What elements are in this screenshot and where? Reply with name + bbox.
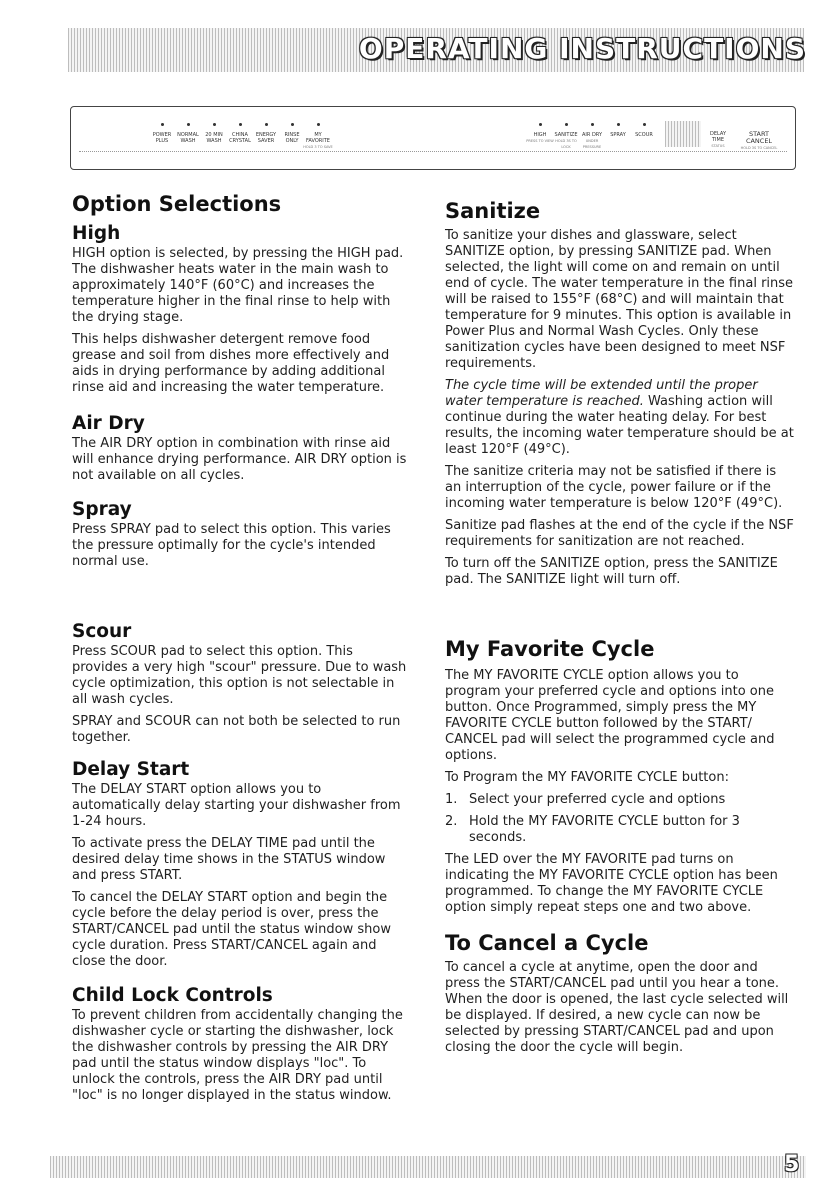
pad-label: DELAY [710, 131, 726, 137]
paragraph-text: Washing action will continue during the water heating delay. For best results, the incoming water temperature should be at least 120°F (49°C). [445, 394, 794, 457]
panel-divider [79, 151, 787, 152]
paragraph: Sanitize pad flashes at the end of the cycle if the NSF requirements for sanitization are not reached. [445, 518, 794, 549]
led-indicator [317, 123, 320, 126]
led-indicator [291, 123, 294, 126]
list-item [445, 814, 795, 846]
pad-label: HIGH [533, 132, 547, 138]
paragraph: The LED over the MY FAVORITE pad turns on indicating the MY FAVORITE CYCLE option has been programmed. To change the MY FAVORITE CYCLE option simply repeat steps one and two above. [445, 852, 778, 915]
section-heading: Air Dry [72, 413, 145, 434]
pad-label: SANITIZE [554, 132, 578, 138]
led-indicator [213, 123, 216, 126]
paragraph: This helps dishwasher detergent remove food grease and soil from dishes more effectively and aids in drying performance by adding additional rinse aid and increasing the water temperature. [72, 332, 390, 395]
led-indicator [187, 123, 190, 126]
pad-sublabel: HOLD 3 TO SAVE [303, 145, 333, 149]
pad-label: WASH [206, 138, 222, 144]
pad-sublabel: HOLD 3S TO CANCEL [740, 146, 778, 150]
led-indicator [239, 123, 242, 126]
paragraph: To Program the MY FAVORITE CYCLE button: [445, 770, 729, 785]
led-indicator [643, 123, 646, 126]
paragraph: The DELAY START option allows you to automatically delay starting your dishwasher from 1-24 hours. [72, 782, 401, 829]
pad-start-cancel [739, 131, 779, 152]
page-title: OPERATING INSTRUCTIONS [358, 32, 806, 65]
led-indicator [591, 123, 594, 126]
pad-label: ONLY [285, 138, 299, 144]
paragraph: SPRAY and SCOUR can not both be selected to run together. [72, 714, 401, 745]
left-column-upper [72, 191, 410, 576]
paragraph: To activate press the DELAY TIME pad until the desired delay time shows in the STATUS window and press START. [72, 836, 386, 883]
right-column-upper [445, 198, 795, 594]
paragraph: To cancel the DELAY START option and begin the cycle before the delay period is over, press the START/CANCEL pad until the status window show cycle duration. Press START/CANCEL again and close the door. [72, 890, 391, 969]
pad-label: TIME [711, 137, 724, 143]
pad-label: PLUS [155, 138, 169, 144]
pad-scour [629, 123, 659, 138]
pad-label: NORMAL [177, 132, 199, 138]
footer-band [50, 1156, 806, 1178]
section-heading: Option Selections [72, 192, 282, 216]
led-indicator [565, 123, 568, 126]
pad-label: AIR DRY [581, 132, 603, 138]
paragraph: To cancel a cycle at anytime, open the door and press the START/CANCEL pad until you hear a tone. When the door is opened, the last cycle selected will be displayed. If desired, a new cycle can now be selected by pressing START/CANCEL pad and upon closing the door the cycle will begin. [445, 960, 789, 1055]
paragraph: To sanitize your dishes and glassware, select SANITIZE option, by pressing SANITIZE pad. When selected, the light will come on and remain on until end of cycle. The water temperature in the final rinse will be raised to 155°F (68°C) and will maintain that temperature for 9 minutes. This option is available in Power Plus and Normal Wash Cycles. Only these sanitization cycles have been designed to meet NSF requirements. [445, 228, 794, 371]
pad-label: CHINA [232, 132, 248, 138]
pad-sublabel: UNDER PRESSURE [582, 139, 602, 149]
left-column-lower [72, 620, 410, 1110]
list-text: Select your preferred cycle and options [469, 792, 726, 807]
control-panel-illustration [70, 106, 796, 170]
section-heading: Spray [72, 499, 132, 520]
status-window [665, 121, 701, 147]
pad-label: START [748, 130, 770, 138]
list-text: Hold the MY FAVORITE CYCLE button for 3 seconds. [469, 814, 740, 845]
section-heading: Sanitize [445, 199, 541, 223]
pad-label: CRYSTAL [229, 138, 251, 144]
paragraph: The MY FAVORITE CYCLE option allows you to program your preferred cycle and options into one button. Once Programmed, simply press the MY FAVORITE CYCLE button followed by the START/ CANCEL pad will select the programmed cycle and options. [445, 668, 775, 763]
led-indicator [617, 123, 620, 126]
pad-label: MY [314, 132, 322, 138]
right-column-lower [445, 636, 795, 1062]
list-number: 2. [445, 814, 458, 829]
pad-label: SAVER [257, 138, 275, 144]
pad-sublabel: PRESS TO VIEW [526, 139, 554, 143]
section-heading: Scour [72, 621, 132, 642]
section-heading: To Cancel a Cycle [445, 931, 649, 955]
list-item [445, 792, 795, 808]
pad-label: WASH [180, 138, 196, 144]
paragraph: The AIR DRY option in combination with rinse aid will enhance drying performance. AIR DRY option is not available on all cycles. [72, 436, 407, 483]
pad-label: FAVORITE [306, 138, 330, 144]
paragraph: HIGH option is selected, by pressing the HIGH pad. The dishwasher heats water in the main wash to approximately 140°F (60°C) and increases the temperature higher in the final rinse to help with the drying stage. [72, 246, 404, 325]
paragraph: The sanitize criteria may not be satisfied if there is an interruption of the cycle, power failure or if the incoming water temperature is below 120°F (49°C). [445, 464, 783, 511]
paragraph: To prevent children from accidentally changing the dishwasher cycle or starting the dishwasher, lock the dishwasher controls by pressing the AIR DRY pad until the status window displays "loc". To unlock the controls, press the AIR DRY pad until "loc" is no longer displayed in the status window. [72, 1008, 403, 1103]
pad-label: RINSE [284, 132, 300, 138]
pad-delay-time [703, 131, 733, 149]
pad-label: ENERGY [255, 132, 277, 138]
pad-label: SCOUR [635, 132, 653, 138]
section-heading: My Favorite Cycle [445, 637, 655, 661]
section-heading: High [72, 223, 121, 244]
paragraph: To turn off the SANITIZE option, press the SANITIZE pad. The SANITIZE light will turn off. [445, 556, 778, 587]
paragraph [445, 378, 795, 458]
pad-my-favorite [303, 123, 333, 150]
led-indicator [161, 123, 164, 126]
led-indicator [539, 123, 542, 126]
pad-label: SPRAY [610, 132, 626, 138]
paragraph: Press SCOUR pad to select this option. This provides a very high "scour" pressure. Due to wash cycle optimization, this option is not selectable in all wash cycles. [72, 644, 407, 707]
section-heading: Child Lock Controls [72, 985, 273, 1006]
pad-sublabel: STATUS [711, 144, 725, 148]
paragraph: Press SPRAY pad to select this option. This varies the pressure optimally for the cycle's intended normal use. [72, 522, 391, 569]
page-number: 5 [784, 1152, 800, 1177]
list-number: 1. [445, 792, 458, 807]
pad-label: 20 MIN [205, 132, 223, 138]
italic-note: The cycle time will be extended until the proper water temperature is reached. [445, 378, 758, 409]
section-heading: Delay Start [72, 759, 190, 780]
led-indicator [265, 123, 268, 126]
pad-sublabel: HOLD 3S TO LOCK [555, 139, 577, 149]
pad-label: POWER [152, 132, 172, 138]
pad-label: CANCEL [745, 137, 773, 145]
